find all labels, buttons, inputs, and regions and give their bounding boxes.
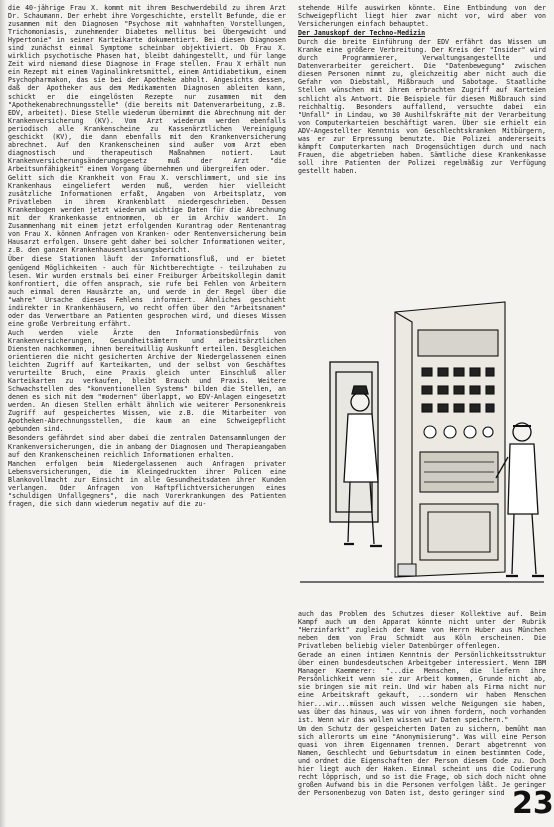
left-paragraph-1: die 40-jährige Frau X. kommt mit ihrem Beschwerdebild zu ihrem Arzt Dr. Schaumann. Der erhebt ihre Vorgeschichte, erstellt Befunde, die er zusammen mit den Diagnosen "Psychose mit wahnhaften Vorstellungen, Trichomoniasis, zunehmender Diabetes mellitus bei Übergewicht und Hypertonie" in seiner Karteikarte dokumentiert. Bei diesen Diagnosen sind zunächst einmal Symptome scheinbar objektiviert. Ob Frau X. wirklich psychotische Phasen hat, bleibt dahingestellt, und für lange Zeit wird niemand diese Diagnose in Frage stellen. Frau X erhält nun ein Rezept mit einem Vaginalinkretsmittel, einem Antidiabetikum, einem Psychopharmakon, das sie bei der Apotheke abholt. Angesichts dessen, daß der Apotheker aus dem Medikamenten Diagnosen ableiten kann, schickt er die eingelösten Rezepte nur zusammen mit dem "Apothekenabrechnungsstelle" (die bereits mit Datenverarbeitung, z.B. EDV, arbeitet). Diese Stelle wiederum übernimmt die Abrechnung mit der Krankenversicherung (KV). Vom Arzt wiederum werden ebenfalls periodisch alle Krankenscheine zu Kassenärztlichen Vereinigung geschickt (KV), die dann ebenfalls mit den Krankenversicherung abrechnet. Auf den Krankenscheinen sind außer vom Arzt eben diagnostisch und therapeutisch Maßnahmen notiert. Laut Krankenversicherungsänderungsgesetz muß der Arzt "die Arbeitsunfähigkeit" einem Vorgang übernehmen und übergreifen oder. bbox=[8, 4, 286, 173]
left-column bbox=[8, 4, 286, 824]
left-paragraph-3: Über diese Stationen läuft der Informationsfluß, und er bietet genügend Möglichkeiten - auch für Nichtberechtigte - teilzuhaben zu lesen. Wir wurden erstmals bei einer Freiburger Arbeitskollegin damit konfrontiert, die offen ansprach, sie rufe bei Fehlen von Arbeitern auch einmal deren Hausärzte an, und werde in der Regel über die "wahre" Ursache dieses Fehlens informiert. Ähnliches geschieht indirekter in Krankenhäusern, wo recht offen über den "Arbeitsnamen" oder das Verwertbare an Patienten gesprochen wird, und dieses Wissen eine große Verbreitung erfährt. bbox=[8, 255, 286, 328]
right-column-top bbox=[298, 4, 546, 276]
section-heading: Der Januskopf der Techno-Medizin bbox=[298, 29, 426, 38]
right-bottom-paragraph-2: Gerade an einen intimen Kenntnis der Persönlichkeitsstruktur über einen bundesdeutschen Arbeitgeber interessiert. Wenn IBM Manager Kaemmerer: "...die Menschen, die liefern ihre Persönlichkeit wenn sie zur Arbeit kommen, Grunde nicht ab, sie bringen sie mit rein. Und wir haben als Firma nicht nur eine Arbeitskraft gekauft, ...sondern wir haben Menschen hier...wir...müssen auch wissen welche Neigungen sie haben, was über das hinaus, was wir von ihnen fordern, noch vorhanden ist. Wenn wir das wollen wissen wir Daten speichern." bbox=[298, 651, 546, 724]
right-intro-paragraph: stehende Hilfe auswirken könnte. Eine Entbindung von der Schweigepflicht liegt hier zwar nicht vor, wird aber von Versicherungen einfach behauptet. bbox=[298, 4, 546, 29]
left-paragraph-2: Gelitt sich die Krankheit von Frau X. verschlimmert, und sie ins Krankenhaus eingeliefert werden muß, werden hier vielleicht zusätzliche Informationen erfaßt, Angaben von Arbeitsplatz, vom Privatleben in ihrem Krankenblatt niedergeschrieben. Dessen Krankenbogen werden jetzt wiederum wichtige Daten für die Abrechnung mit der Krankenkasse entnommen, ob er im Archiv wandert. In Zusammenhang mit einem jetzt erfolgenden Kurantrag oder Rentenantrag von Frau X. können Anfragen von Kranken- oder Rentenversicherung beim Hausarzt erfolgen. Unsere geht daher bei solcher Informationen weiter, z.B. den ganzen Krankenhausentlassungsbericht. bbox=[8, 173, 286, 255]
right-column-bottom bbox=[298, 610, 546, 824]
right-body-paragraph: Durch die breite Einführung der EDV erfährt das Wissen um Kranke eine größere Verbreitung. Der Kreis der "Insider" wird durch Programmierer, Verwaltungsangestellte und Datenverarbeiter gereichert. Die "Datenbewegung" zwischen diesen Personen nimmt zu, gleichzeitig aber nicht auch die Gefahr von Diebstahl, Mißbrauch und Sabotage. Staatliche Stellen wünschen mit ihrem erbrachten Zugriff auf Karteien schlicht als Antwort. Die Beispiele für diesen Mißbrauch sind reichhaltig. Besonders auffallend, versuchte dabei ein "Unfall" in Lindau, wo 30 Aushilfskräfte mit der Verarbeitung von Computerkarteien beschäftigt waren. Über sie erhielt ein ADV-Angestellter Kenntnis von Geschlechtskranken Mitbürgern, was er zur Erpressung benutzte. Die Polizei andererseits kämpft Computerkarten nach Drogensüchtigen durch und nach Frauen, die abgetrieben haben. Sämtliche diese Krankenkasse soll ihre Patienten der Polizei regelmäßig zur Verfügung gestellt haben. bbox=[298, 38, 546, 175]
computer-cabinet bbox=[395, 302, 505, 577]
left-paragraph-4: Auch werden viele Ärzte den Informationsbedürfnis von Krankenversicherungen, Gesundheitsämtern und arbeitsärztlichen Diensten nachkommen, ihnen bereitwillig Auskunft erteilen. Desgleichen orientieren die nicht gesicherten Archive der Niedergelassenen einen leichten Zugriff auf Karteikarten, und der selbst von Geschäftes verurteilte Bruch, eine Praxis gleich unter Einschluß aller Karteikarten zu verkaufen, bleibt Brauch und Praxis. Weitere Schwachstellen des "konventionellen Systems" bilden die Stellen, an denen es sich mit dem "modernen" überlappt, wo EDV-Anlagen eingesetzt werden. An diesen Stellen erhält ähnlich wie weiterer Personenkreis Zugriff auf gespeichertes Wissen, wie z.B. die Mitarbeiter von Apotheken-Abrechnungsstellen, die kaum an eine Schweigepflicht gebunden sind. bbox=[8, 328, 286, 434]
cartoon-illustration bbox=[300, 282, 544, 604]
left-paragraph-6: Manchen erfolgen beim Niedergelassenen auch Anfragen privater Lebensversicherungen, die im Kleingedruckten ihrer Policen eine Blankovollmacht zur Einsicht in alle Gesundheitsdaten ihrer Kunden verlangen. Oder Anfragen von Haftpflichtversicherungen eines "schuldigen Unfallgegners", die nach Vorerkrankungen des Patienten fragen, die sich dann wiederum negativ auf die zu- bbox=[8, 459, 286, 508]
right-bottom-paragraph-3: Um den Schutz der gespeicherten Daten zu sichern, bemüht man sich allerorts um eine "Anonymisierung". Was will eine Person quasi von ihrem Eigennamen trennen. Derart abgetrennt von Namen, Geschlecht und Geburtsdatum in einem bestimmten Code, und ordnet die Eigenschaften der Person diesem Code zu. Doch hier liegt auch der Haken. Einmal scheint uns die Codierung recht löpprisch, und so ist die Frage, ob sich doch nicht ohne großen Aufwand bis in die Personen verfolgen läßt. Je geringer der Personenbezug von Daten ist, desto geringer sind bbox=[298, 724, 546, 798]
left-figure bbox=[330, 362, 382, 546]
right-bottom-paragraph-1: auch das Problem des Schutzes dieser Kollektive auf. Beim Kampf auch um den Apparat könnte nicht unter der Rubrik "Herzinfarkt" zugleich der Name von Herrn Huber aus München neben dem von Frau Schmidt aus Köln erscheinen. Die Privatleben beliebig vieler Datenbürger offenlegen. bbox=[298, 610, 546, 651]
left-paragraph-5: Besonders gefährdet sind aber dabei die zentralen Datensammlungen der Krankenversicherungen, die in anbang der Diagnosen und Therapieangaben auf den Krankenscheinen reichlich Informationen erhalten. bbox=[8, 434, 286, 459]
scan-edge-shadow bbox=[0, 0, 6, 827]
page-number: 23 bbox=[512, 786, 554, 821]
